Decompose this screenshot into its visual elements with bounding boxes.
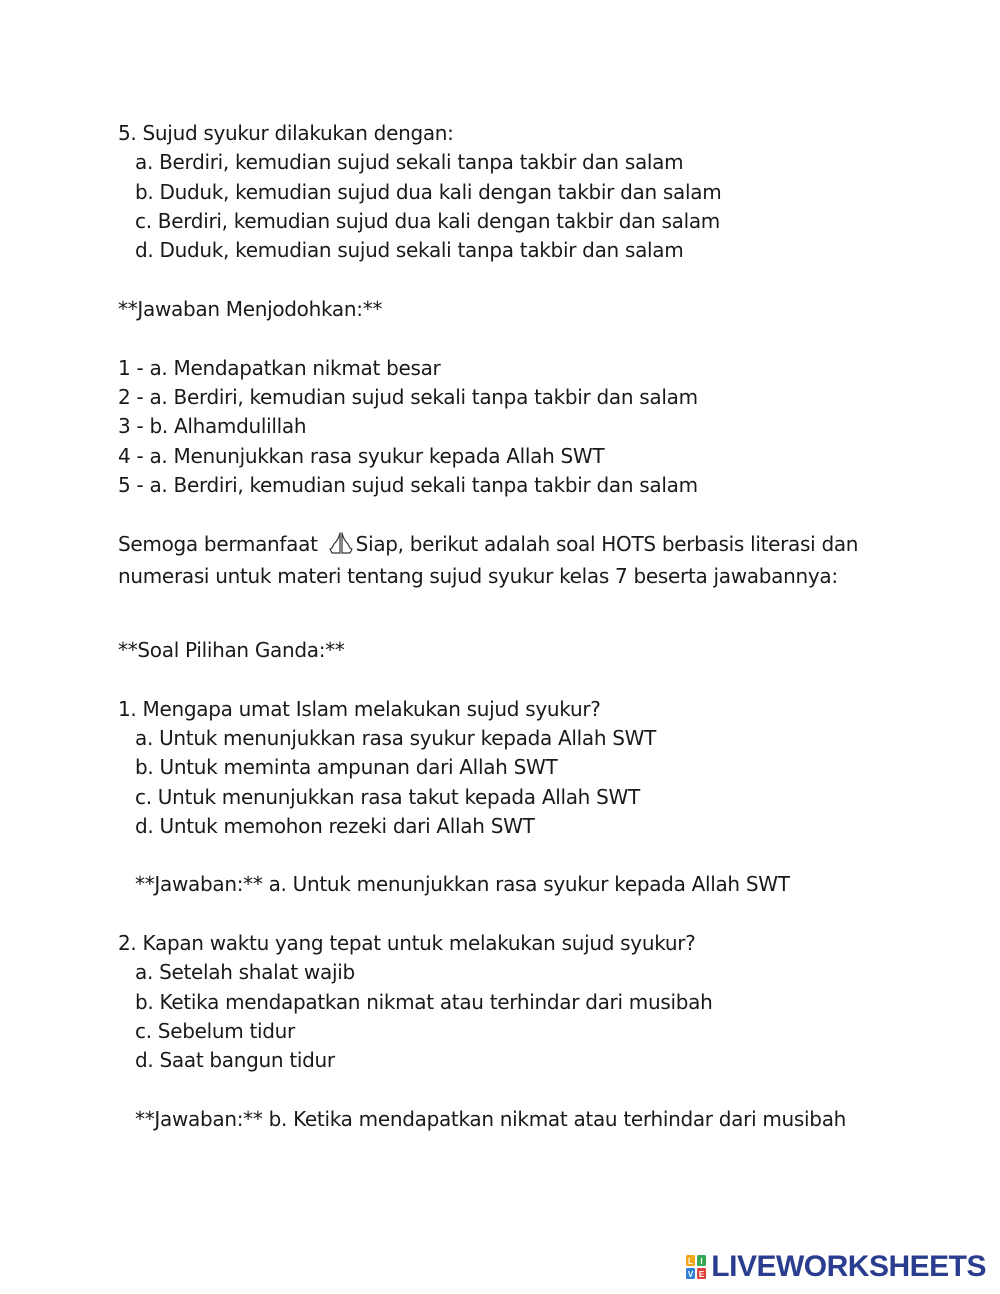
mc-q1-option-d: d. Untuk memohon rezeki dari Allah SWT [135, 814, 535, 838]
svg-text:L: L [688, 1257, 694, 1266]
svg-text:I: I [700, 1257, 703, 1266]
mc-q1-question: 1. Mengapa umat Islam melakukan sujud syukur? [118, 697, 601, 721]
mc-q2-option-d: d. Saat bangun tidur [135, 1048, 335, 1072]
q5-option-c: c. Berdiri, kemudian sujud dua kali dengan takbir dan salam [135, 209, 720, 233]
mc-q2-answer: **Jawaban:** b. Ketika mendapatkan nikmat atau terhindar dari musibah [135, 1107, 847, 1131]
mc-q2-option-c: c. Sebelum tidur [135, 1019, 295, 1043]
mc-q2-option-b: b. Ketika mendapatkan nikmat atau terhindar dari musibah [135, 990, 713, 1014]
q5-question: 5. Sujud syukur dilakukan dengan: [118, 121, 454, 145]
matching-answer-2: 2 - a. Berdiri, kemudian sujud sekali tanpa takbir dan salam [118, 385, 698, 409]
intro-text-after: Siap, berikut adalah soal HOTS berbasis literasi dan [355, 532, 859, 556]
mc-q1-answer: **Jawaban:** a. Untuk menunjukkan rasa syukur kepada Allah SWT [135, 872, 790, 896]
mc-heading: **Soal Pilihan Ganda:** [118, 638, 345, 662]
q5-option-d: d. Duduk, kemudian sujud sekali tanpa takbir dan salam [135, 238, 684, 262]
mc-q1-option-c: c. Untuk menunjukkan rasa takut kepada Allah SWT [135, 785, 640, 809]
intro-line-2: numerasi untuk materi tentang sujud syukur kelas 7 beserta jawabannya: [118, 564, 838, 588]
mc-q1-option-b: b. Untuk meminta ampunan dari Allah SWT [135, 755, 558, 779]
matching-heading: **Jawaban Menjodohkan:** [118, 297, 383, 321]
liveworksheets-logo[interactable] [685, 1252, 986, 1282]
svg-text:E: E [699, 1270, 705, 1279]
liveworksheets-logo-text: LIVEWORKSHEETS [711, 1250, 986, 1283]
matching-answer-4: 4 - a. Menunjukkan rasa syukur kepada Allah SWT [118, 444, 605, 468]
matching-answer-3: 3 - b. Alhamdulillah [118, 414, 307, 438]
svg-text:V: V [688, 1270, 694, 1279]
mc-q2-question: 2. Kapan waktu yang tepat untuk melakukan sujud syukur? [118, 931, 696, 955]
intro-line-1 [118, 530, 858, 559]
praying-hands-icon [328, 532, 354, 554]
mc-q2-option-a: a. Setelah shalat wajib [135, 960, 355, 984]
q5-option-a: a. Berdiri, kemudian sujud sekali tanpa takbir dan salam [135, 150, 684, 174]
q5-option-b: b. Duduk, kemudian sujud dua kali dengan takbir dan salam [135, 180, 722, 204]
intro-text-before: Semoga bermanfaat [118, 532, 324, 556]
liveworksheets-logo-icon [685, 1254, 707, 1280]
matching-answer-5: 5 - a. Berdiri, kemudian sujud sekali tanpa takbir dan salam [118, 473, 698, 497]
mc-q1-option-a: a. Untuk menunjukkan rasa syukur kepada Allah SWT [135, 726, 657, 750]
matching-answer-1: 1 - a. Mendapatkan nikmat besar [118, 356, 441, 380]
